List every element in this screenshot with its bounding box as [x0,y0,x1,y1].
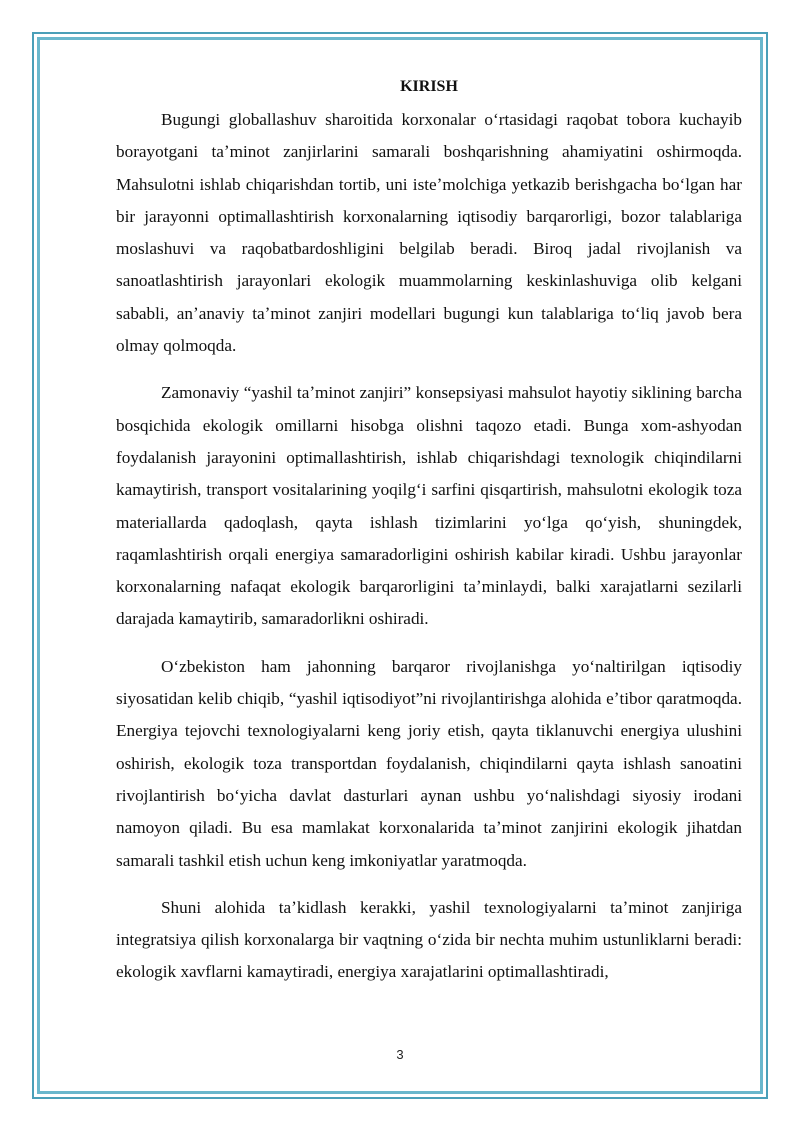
paragraph-3: Oʻzbekiston ham jahonning barqaror rivojlanishga yoʻnaltirilgan iqtisodiy siyosatidan kelib chiqib, “yashil iqtisodiyot”ni rivojlantirishga alohida eʼtibor qaratmoqda. Energiya tejovchi texnologiyalarni keng joriy etish, qayta tiklanuvchi energiya ulushini oshirish, ekologik toza transportdan foydalanish, chiqindilarni qayta ishlash sanoatini rivojlantirish boʻyicha davlat dasturlari aynan ushbu yoʻnalishdagi siyosiy irodani namoyon qiladi. Bu esa mamlakat korxonalarida taʼminot zanjirini ekologik jihatdan samarali tashkil etish uchun keng imkoniyatlar yaratmoqda. [116,656,742,870]
page-content [116,74,742,1004]
page-number: 3 [396,1047,404,1062]
paragraph-2: Zamonaviy “yashil taʼminot zanjiri” konsepsiyasi mahsulot hayotiy siklining barcha bosqichida ekologik omillarni hisobga olishni taqozo etadi. Bunga xom-ashyodan foydalanish jarayonini optimallashtirish, ishlab chiqarishdagi texnologik chiqindilarni kamaytirish, transport vositalarining yoqilgʻi sarfini qisqartirish, mahsulotni ekologik toza materiallarda qadoqlash, qayta ishlash tizimlarini yoʻlga qoʻyish, shuningdek, raqamlashtirish orqali energiya samaradorligini oshirish kabilar kiradi. Ushbu jarayonlar korxonalarning nafaqat ekologik barqarorligini taʼminlaydi, balki xarajatlarni sezilarli darajada kamaytirib, samaradorlikni oshiradi. [116,383,742,629]
paragraph-4: Shuni alohida taʼkidlash kerakki, yashil texnologiyalarni taʼminot zanjiriga integratsiya qilish korxonalarga bir vaqtning oʻzida bir nechta muhim ustunliklarni beradi: ekologik xavflarni kamaytiradi, energiya xarajatlarini optimallashtiradi, [116,897,742,982]
paragraph-1: Bugungi globallashuv sharoitida korxonalar oʻrtasidagi raqobat tobora kuchayib borayotgani taʼminot zanjirlarini samarali boshqarishning ahamiyatini oshirmoqda. Mahsulotni ishlab chiqarishdan tortib, uni isteʼmolchiga yetkazib berishgacha boʻlgan har bir jarayonni optimallashtirish korxonalarning iqtisodiy barqarorligi, bozor talablariga moslashuvi va raqobatbardoshligini belgilab beradi. Biroq jadal rivojlanish va sanoatlashtirish jarayonlari ekologik muammolarning keskinlashuviga olib kelgani sababli, anʼanaviy taʼminot zanjiri modellari bugungi kun talablariga toʻliq javob bera olmay qolmoqda. [116,110,742,356]
section-heading: KIRISH [400,78,458,95]
